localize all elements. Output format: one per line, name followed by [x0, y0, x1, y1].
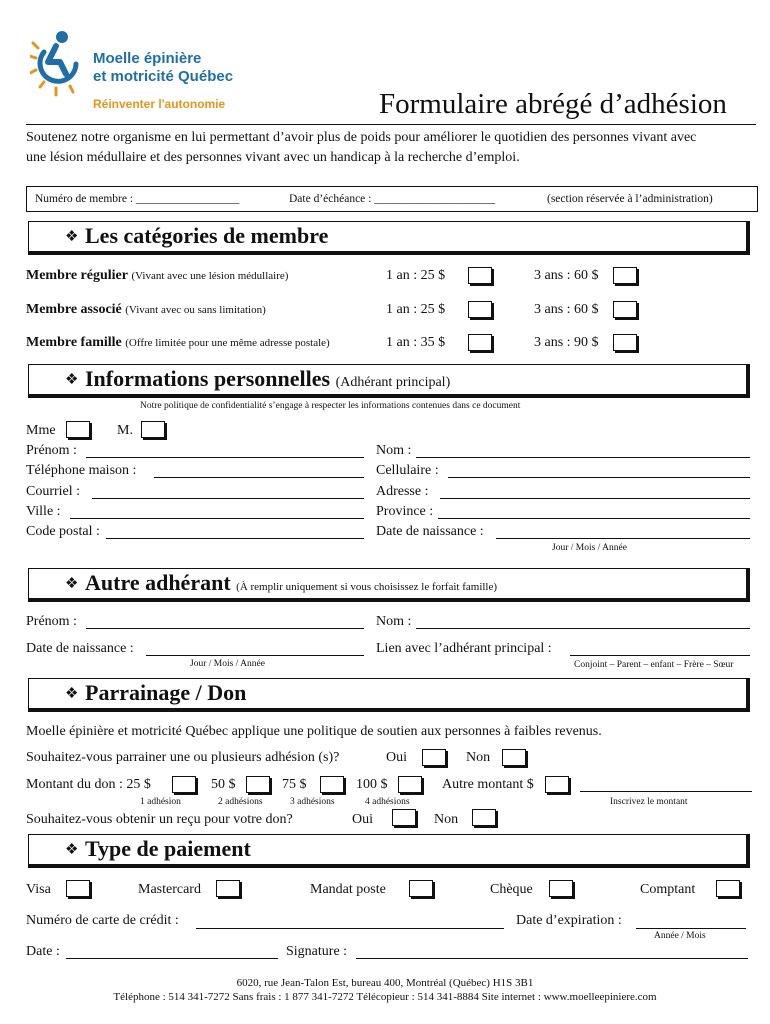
sponsor-question-1: Souhaitez-vous parrainer une ou plusieurs adhésion (s)? — [26, 750, 340, 765]
admin-note: (section réservée à l’administration) — [547, 193, 713, 205]
category-name: Membre régulier — [26, 268, 128, 283]
amount-75-hint: 3 adhésions — [290, 797, 335, 807]
recu-non-label: Non — [434, 812, 459, 827]
autre-montant-label: Autre montant $ — [442, 777, 534, 792]
payment-mandat-label: Mandat poste — [310, 882, 386, 897]
prenom-label: Prénom : — [26, 443, 77, 458]
signature-input[interactable] — [356, 958, 748, 959]
footer-contacts: Téléphone : 514 341-7272 Sans frais : 1 877 341-7272 Télécopieur : 514 341-8884 Site internet : www.moelleepiniere.com — [113, 991, 657, 1003]
category-desc: (Vivant avec une lésion médullaire) — [131, 270, 289, 282]
section-categories — [28, 221, 750, 255]
checkbox-cheque[interactable] — [549, 880, 573, 897]
checkbox-don-25[interactable] — [172, 776, 196, 793]
checkbox-don-100[interactable] — [398, 776, 422, 793]
expiration-label: Date d’expiration : — [516, 913, 622, 928]
expiry-date-field[interactable]: Date d’échéance : _____________________ — [289, 193, 495, 205]
category-desc: (Vivant avec ou sans limitation) — [125, 304, 266, 316]
org-tagline: Réinventer l'autonomie — [93, 97, 226, 111]
autre-montant-input[interactable] — [580, 791, 752, 792]
other-prenom-label: Prénom : — [26, 614, 77, 629]
tel-maison-input[interactable] — [154, 477, 364, 478]
title-divider — [26, 124, 756, 125]
montant-label: Montant du don : 25 $ — [26, 777, 151, 792]
checkbox-associe-3ans[interactable] — [613, 301, 637, 318]
checkbox-m[interactable] — [141, 421, 165, 438]
checkbox-don-autre[interactable] — [545, 776, 569, 793]
section-subtitle: (Adhérant principal) — [335, 375, 451, 390]
nom-input[interactable] — [416, 457, 750, 458]
mme-label: Mme — [26, 423, 56, 438]
amount-50-label: 50 $ — [211, 777, 236, 792]
section-title — [85, 366, 450, 392]
org-name-line2: et motricité Québec — [93, 68, 234, 85]
org-logo-icon — [30, 28, 92, 102]
amount-25-hint: 1 adhésion — [140, 797, 181, 807]
section-personal-info — [28, 364, 750, 398]
date-label: Date : — [26, 944, 60, 959]
section-title: Type de paiement — [85, 836, 251, 861]
org-name — [93, 50, 233, 86]
checkbox-don-50[interactable] — [246, 776, 270, 793]
autre-montant-hint: Inscrivez le montant — [610, 797, 688, 807]
card-number-label: Numéro de carte de crédit : — [26, 913, 179, 928]
section-other-member — [28, 568, 750, 602]
code-postal-input[interactable] — [106, 538, 364, 539]
other-nom-input[interactable] — [416, 628, 750, 629]
checkbox-famille-3ans[interactable] — [613, 334, 637, 351]
checkbox-comptant[interactable] — [716, 880, 740, 897]
lien-input[interactable] — [570, 655, 750, 656]
category-name: Membre famille — [26, 335, 122, 350]
option-3ans-regulier-label: 3 ans : 60 $ — [534, 268, 599, 283]
sponsor-non-label: Non — [466, 750, 491, 765]
lien-label: Lien avec l’adhérant principal : — [376, 641, 552, 656]
expiration-format-hint: Année / Mois — [654, 931, 706, 941]
other-date-naissance-input[interactable] — [146, 655, 364, 656]
payment-cheque-label: Chèque — [490, 882, 533, 897]
province-label: Province : — [376, 504, 434, 519]
nom-label: Nom : — [376, 443, 412, 458]
section-title: Parrainage / Don — [85, 680, 247, 705]
prenom-input[interactable] — [86, 457, 364, 458]
section-bullet-icon: ❖ — [65, 372, 79, 388]
intro-text — [26, 128, 756, 168]
payment-visa-label: Visa — [26, 882, 51, 897]
sponsor-question-2: Souhaitez-vous obtenir un reçu pour votre don? — [26, 812, 293, 827]
cellulaire-label: Cellulaire : — [376, 463, 439, 478]
amount-75-label: 75 $ — [282, 777, 307, 792]
option-1an-regulier-label: 1 an : 25 $ — [386, 268, 446, 283]
sponsor-oui-label: Oui — [386, 750, 407, 765]
other-date-naissance-label: Date de naissance : — [26, 641, 134, 656]
payment-mastercard-label: Mastercard — [138, 882, 201, 897]
checkbox-associe-1an[interactable] — [468, 301, 492, 318]
ville-label: Ville : — [26, 504, 61, 519]
footer-address: 6020, rue Jean-Talon Est, bureau 400, Montréal (Québec) H1S 3B1 — [236, 977, 534, 989]
other-date-format-hint: Jour / Mois / Année — [190, 659, 265, 669]
cellulaire-input[interactable] — [448, 477, 750, 478]
checkbox-recu-oui[interactable] — [392, 809, 416, 826]
expiration-input[interactable] — [636, 928, 746, 929]
date-input[interactable] — [66, 958, 278, 959]
date-format-hint: Jour / Mois / Année — [552, 543, 627, 553]
option-1an-famille-label: 1 an : 35 $ — [386, 335, 446, 350]
section-sponsorship — [28, 678, 750, 712]
intro-line-1: Soutenez notre organisme en lui permettant d’avoir plus de poids pour améliorer le quotidien des personnes vivant avec — [26, 130, 697, 145]
tel-maison-label: Téléphone maison : — [26, 463, 137, 478]
privacy-note: Notre politique de confidentialité s’engage à respecter les informations contenues dans ce document — [140, 401, 521, 411]
checkbox-recu-non[interactable] — [472, 809, 496, 826]
section-title: Les catégories de membre — [85, 223, 329, 248]
form-title: Formulaire abrégé d’adhésion — [379, 88, 727, 120]
code-postal-label: Code postal : — [26, 524, 100, 539]
option-3ans-associe-label: 3 ans : 60 $ — [534, 302, 599, 317]
checkbox-mastercard[interactable] — [216, 880, 240, 897]
adresse-label: Adresse : — [376, 484, 429, 499]
card-number-input[interactable] — [196, 928, 504, 929]
checkbox-regulier-3ans[interactable] — [613, 267, 637, 284]
m-label: M. — [117, 423, 133, 438]
amount-100-hint: 4 adhésions — [365, 797, 410, 807]
province-input[interactable] — [438, 518, 750, 519]
checkbox-visa[interactable] — [66, 880, 90, 897]
category-row-famille — [26, 335, 330, 351]
section-subtitle: (À remplir uniquement si vous choisissez le forfait famille) — [236, 581, 498, 593]
checkbox-don-75[interactable] — [320, 776, 344, 793]
lien-hint: Conjoint – Parent – enfant – Frère – Sœur — [574, 660, 734, 670]
signature-label: Signature : — [286, 944, 348, 959]
section-payment — [28, 834, 750, 868]
amount-50-hint: 2 adhésions — [218, 797, 263, 807]
recu-oui-label: Oui — [352, 812, 373, 827]
checkbox-mme[interactable] — [66, 421, 90, 438]
section-bullet-icon: ❖ — [65, 686, 79, 702]
org-name-line1: Moelle épinière — [93, 50, 202, 67]
ville-input[interactable] — [70, 518, 364, 519]
courriel-label: Courriel : — [26, 484, 81, 499]
date-naissance-input[interactable] — [496, 538, 750, 539]
intro-line-2: une lésion médullaire et des personnes vivant avec un handicap à la recherche d’emploi. — [26, 150, 520, 165]
section-bullet-icon: ❖ — [65, 576, 79, 592]
other-nom-label: Nom : — [376, 614, 412, 629]
section-title — [85, 570, 497, 596]
checkbox-regulier-1an[interactable] — [468, 267, 492, 284]
amount-100-label: 100 $ — [356, 777, 388, 792]
section-bullet-icon: ❖ — [65, 842, 79, 858]
adresse-input[interactable] — [440, 498, 750, 499]
section-title-text: Autre adhérant — [85, 570, 231, 595]
other-prenom-input[interactable] — [86, 628, 364, 629]
section-title-text: Informations personnelles — [85, 366, 331, 391]
member-number-field[interactable]: Numéro de membre : __________________ — [35, 193, 240, 205]
category-row-associe — [26, 302, 266, 318]
category-desc: (Offre limitée pour une même adresse postale) — [125, 337, 330, 349]
payment-comptant-label: Comptant — [640, 882, 696, 897]
checkbox-sponsor-oui[interactable] — [422, 749, 446, 766]
category-name: Membre associé — [26, 302, 122, 317]
option-1an-associe-label: 1 an : 25 $ — [386, 302, 446, 317]
date-naissance-label: Date de naissance : — [376, 524, 484, 539]
option-3ans-famille-label: 3 ans : 90 $ — [534, 335, 599, 350]
checkbox-mandat-poste[interactable] — [409, 880, 433, 897]
section-bullet-icon: ❖ — [65, 229, 79, 245]
checkbox-famille-1an[interactable] — [468, 334, 492, 351]
admin-section — [26, 186, 758, 212]
courriel-input[interactable] — [92, 498, 364, 499]
category-row-regulier — [26, 268, 288, 284]
checkbox-sponsor-non[interactable] — [502, 749, 526, 766]
sponsor-policy-text: Moelle épinière et motricité Québec applique une politique de soutien aux personnes à faibles revenus. — [26, 724, 602, 739]
